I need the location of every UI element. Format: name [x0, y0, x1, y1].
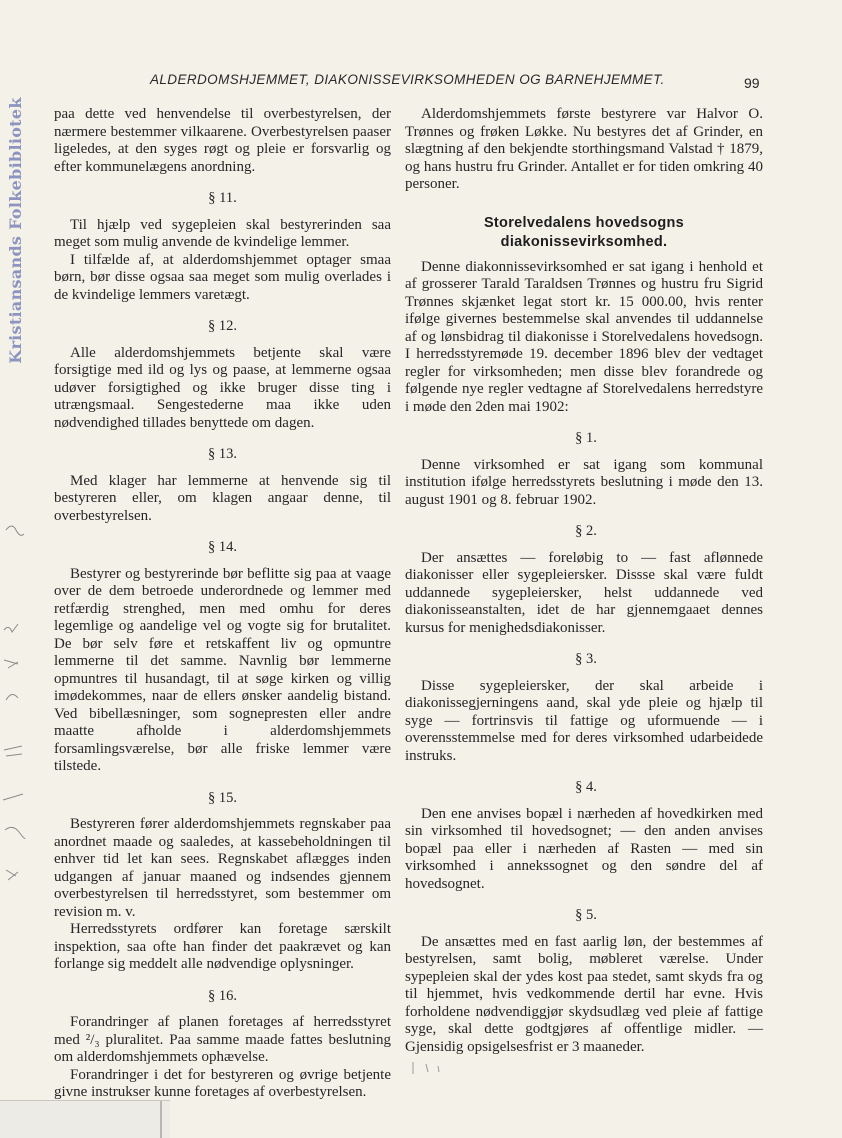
left-column — [54, 106, 391, 1102]
section-heading-11: § 11. — [208, 190, 237, 206]
paragraph: Alderdomshjemmets første bestyrere var Halvor O. Trønnes og frøken Løkke. Nu bestyres det af Grinder, en slægtning af den bekjendte storthingsmand Valstad † 1879, og hans hustru fru Grinder. Antallet er for tiden omkring 40 personer. — [405, 106, 763, 192]
paragraph: Til hjælp ved sygepleien skal bestyrerinden saa meget som mulig anvende de kvindelige lemmer. — [54, 216, 391, 250]
section-title: Storelvedalens hovedsogns diakonissevirksomhed. — [483, 214, 685, 250]
paragraph: I tilfælde af, at alderdomshjemmet optager smaa børn, bør disse ogsaa saa meget som mulig overlades i de kvindelige lemmers varetægt. — [54, 251, 391, 303]
margin-pencil-marks — [0, 510, 40, 910]
paragraph: paa dette ved henvendelse til overbestyrelsen, der nærmere bestemmer vilkaarene. Overbestyrelsen paaser ligeledes, at den syges røgt og pleie er forsvarlig og efter kommunelægens anordning. — [54, 106, 391, 175]
paragraph: Denne virksomhed er sat igang som kommunal institution ifølge herredsstyrets beslutning i møde den 13. august 1901 og 8. februar 1902. — [405, 456, 763, 508]
paragraph: Bestyrer og bestyrerinde bør beflitte sig paa at vaage over de dem betroede underordnede og lemmer med retfærdig strenghed, men med omhu for deres legemlige og aandelige vel og vogte sig for brutalitet. De bør selv føre et retskaffent liv og opmuntre lemmerne til det samme. Navnlig bør lemmerne opmuntres til husandagt, til at søge kirken og villig imødekommes, naar de ellers ønsker aandelig bistand. Ved bibellæsninger, som sognepresten eller andre maatte afholde i alderdomshjemmets forsamlingsværelse, bør alle friske lemmer være tilstede. — [54, 565, 391, 774]
section-heading-1: § 1. — [575, 430, 597, 446]
section-heading-3: § 3. — [575, 651, 597, 667]
library-stamp — [2, 96, 28, 364]
paragraph: Den ene anvises bopæl i nærheden af hovedkirken med sin virksomhed til hovedsognet; — den anden anvises bopæl paa eller i nærheden af Rasten — med sin virksomhed i annekssognet og den søndre del af hovedsognet. — [405, 805, 763, 892]
paragraph: Disse sygepleiersker, der skal arbeide i diakonissegjerningens aand, skal yde pleie og hjælp til syge — fortrinsvis til fattige og uformuende — i overensstemmelse med for deres virksomhed udarbeidede instruks. — [405, 677, 763, 764]
running-title: ALDERDOMSHJEMMET, DIAKONISSEVIRKSOMHEDEN OG BARNEHJEMMET. — [150, 72, 665, 87]
section-heading-12: § 12. — [208, 318, 237, 334]
right-column — [405, 106, 763, 1056]
section-heading-16: § 16. — [208, 987, 237, 1004]
page-edge — [0, 1100, 170, 1138]
section-heading-13: § 13. — [208, 446, 237, 462]
footer-pencil-marks — [410, 1058, 450, 1078]
paragraph: Forandringer af planen foretages af herredsstyret med ²/₃ pluralitet. Paa samme maade fattes beslutning om alderdomshjemmets ophævelse. — [54, 1014, 391, 1065]
paragraph: Der ansættes — foreløbig to — fast aflønnede diakonisser eller sygepleiersker. Dissse skal være fuldt uddannede sygepleiersker, helst uddannede ved diakonisseanstalten, idet de har gjennemgaaet dennes kursus for menighedsdiakonisser. — [405, 549, 763, 636]
section-heading-4: § 4. — [575, 779, 597, 795]
running-header — [0, 72, 842, 96]
paragraph: Denne diakonnissevirksomhed er sat igang i henhold et af grosserer Tarald Taraldsen Trønnes og hustru fru Sigrid Trønnes skjænket legat stort kr. 15 000.00, hvis renter ifølge givernes bestemmelse skal anvendes til uddannelse af og lønsbidrag til diakonisse i Storelvedalens hovedsogn. I herredsstyremøde 19. december 1896 blev der vedtaget regler for virksomheden; men disse blev forandrede og følgende nye regler vedtagne af Storelvedalens herredstyre i møde den 2den mai 1902: — [405, 258, 763, 415]
section-heading-14: § 14. — [208, 539, 237, 555]
page-number: 99 — [744, 75, 760, 91]
paragraph: De ansættes med en fast aarlig løn, der bestemmes af bestyrelsen, samt bolig, møbleret værelse. Under sypepleien skal der ydes kost paa stedet, samt skyds fra og til hjemmet, hvis vedkommende dertil har evne. Hvis forholdene nødvendiggjør skydsudlæg ved pleie af fattige syge, skal dette godtgjøres af offentlige midler. — Gjensidig opsigelsesfrist er 3 maaneder. — [405, 933, 763, 1055]
library-stamp-text: Kristiansands Folkebibliotek — [5, 96, 25, 364]
paragraph: Med klager har lemmerne at henvende sig til bestyreren eller, om klagen angaar denne, til overbestyrelsen. — [54, 472, 391, 524]
paragraph: Alle alderdomshjemmets betjente skal være forsigtige med ild og lys og paase, at lemmerne ogsaa udøver forsigtighed og ikke bruger disse ting i utrængsmaal. Sengestederne maa ikke uden nødvendighed tillades benyttede om dagen. — [54, 344, 391, 431]
section-heading-15: § 15. — [208, 789, 237, 806]
section-heading-5: § 5. — [575, 907, 597, 923]
paragraph: Forandringer i det for bestyreren og øvrige betjente givne instrukser kunne foretages af overbestyrelsen. — [54, 1066, 391, 1100]
paragraph: Bestyreren fører alderdomshjemmets regnskaber paa anordnet maade og saaledes, at kassebeholdningen til enhver tid let kan sees. Regnskabet aflægges inden udgangen af januar maaned og indsendes gjennem overbestyrelsen til herredsstyret, som bestemmer om revision m. v. — [54, 816, 391, 920]
section-heading-2: § 2. — [575, 523, 597, 539]
paragraph: Herredsstyrets ordfører kan foretage særskilt inspektion, saa ofte han finder det paakrævet og kan forlange sig meddelt alle nødvendige oplysninger. — [54, 921, 391, 972]
